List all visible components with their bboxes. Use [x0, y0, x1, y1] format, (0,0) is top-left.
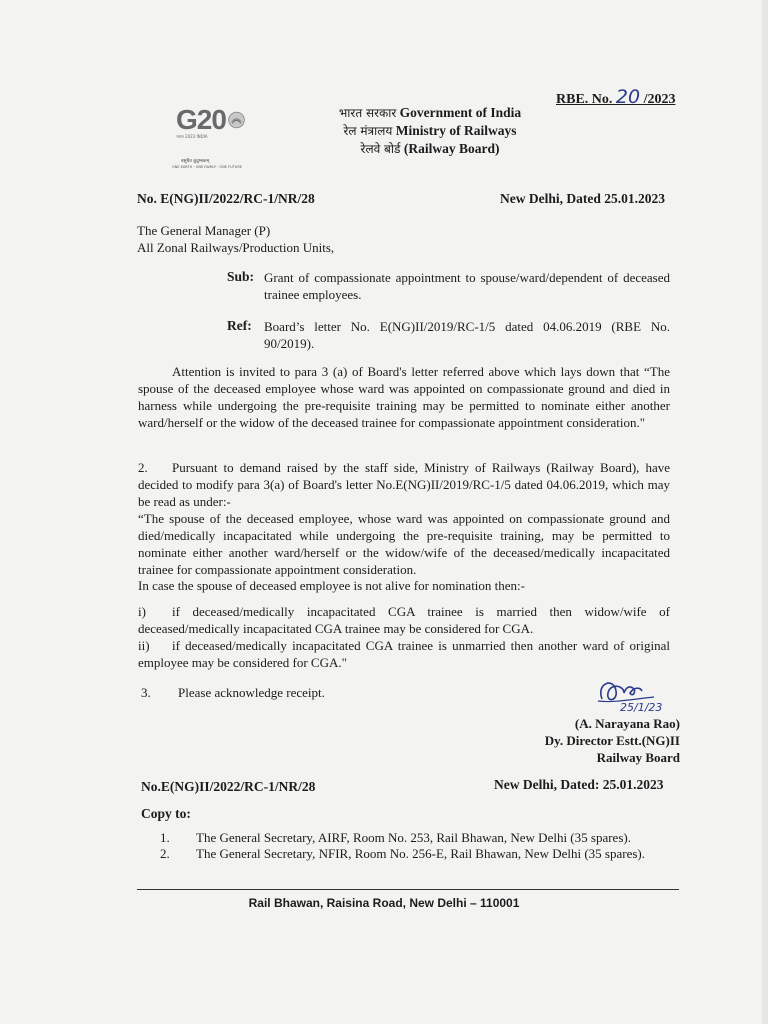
letter-date: New Delhi, Dated 25.01.2023 — [500, 191, 665, 206]
signatory-name: (A. Narayana Rao) — [574, 716, 680, 731]
rbe-prefix: RBE. No. — [556, 92, 616, 107]
header-board-english: (Railway Board) — [400, 141, 500, 156]
subject-text: Grant of compassionate appointment to spouse/ward/dependent of deceased trainee employees. — [264, 270, 670, 302]
footer-divider — [137, 889, 679, 890]
list-item-number: i) — [138, 604, 146, 619]
letter-number: No. E(NG)II/2022/RC-1/NR/28 — [137, 191, 315, 206]
copy-item-number: 1. — [160, 830, 170, 845]
list-item-number: ii) — [138, 638, 150, 653]
list-item-text: if deceased/medically incapacitated CGA trainee is unmarried then another ward of original employee may be considered for CGA." — [138, 638, 670, 670]
copy-list-item — [160, 829, 676, 846]
copy-letter-date: New Delhi, Dated: 25.01.2023 — [494, 777, 664, 792]
addressee-line-1: The General Manager (P) — [137, 223, 271, 238]
header-board-hindi: रेलवे बोर्ड — [360, 142, 401, 156]
signature-date-note: 25/1/23 — [620, 701, 663, 714]
letterhead — [300, 104, 560, 158]
footer-address: Rail Bhawan, Raisina Road, New Delhi – 110001 — [248, 896, 520, 910]
header-govt-english: Government of India — [396, 105, 522, 120]
paragraph-3 — [141, 684, 325, 701]
copy-item-number: 2. — [160, 846, 170, 861]
g20-logo-subtext: भारत 2023 INDIA — [176, 134, 208, 139]
reference-label: Ref: — [227, 318, 252, 333]
list-item — [138, 603, 670, 637]
copy-item-text: The General Secretary, AIRF, Room No. 253, Rail Bhawan, New Delhi (35 spares). — [196, 830, 631, 845]
signatory-office: Railway Board — [596, 750, 680, 765]
addressee-line-2: All Zonal Railways/Production Units, — [137, 240, 335, 255]
paragraph-1: Attention is invited to para 3 (a) of Board's letter referred above which lays down that “The spouse of the deceased employee whose ward was appointed on compassionate ground and died in harness while undergoing the pre-requisite training may be permitted to nominate either another ward/herself or the widow of the deceased trainee for compassionate appointment consideration." — [138, 364, 670, 430]
rbe-handwritten-number: 20 — [615, 86, 641, 108]
copy-to-heading: Copy to: — [141, 806, 191, 821]
page-edge — [762, 0, 768, 1024]
signature-block — [530, 715, 680, 766]
header-govt-hindi: भारत सरकार — [338, 106, 397, 120]
addressee — [137, 222, 334, 256]
signature-icon — [594, 673, 684, 715]
g20-motto-hindi: वसुधैव कुटुम्बकम् — [181, 159, 210, 164]
paragraph-2-text: Pursuant to demand raised by the staff side, Ministry of Railways (Railway Board), have decided to modify para 3(a) of Board's letter No.E(NG)II/2019/RC-1/5 dated 04.06.2019, which may be read as under:- — [138, 460, 670, 509]
list-item-text: if deceased/medically incapacitated CGA trainee is married then widow/wife of deceased/medically incapacitated CGA trainee may be considered for CGA. — [138, 604, 670, 636]
subject-label: Sub: — [227, 269, 255, 284]
lotus-globe-icon — [227, 109, 246, 131]
copy-item-text: The General Secretary, NFIR, Room No. 256-E, Rail Bhawan, New Delhi (35 spares). — [196, 846, 645, 861]
g20-motto-english: ONE EARTH · ONE FAMILY · ONE FUTURE — [172, 165, 242, 169]
paragraph-3-text: Please acknowledge receipt. — [178, 685, 325, 700]
reference-text: Board’s letter No. E(NG)II/2019/RC-1/5 dated 04.06.2019 (RBE No. 90/2019). — [264, 319, 670, 351]
g20-logo — [176, 104, 246, 140]
list-item — [138, 637, 670, 671]
header-ministry-english: Ministry of Railways — [392, 123, 517, 138]
header-ministry-hindi: रेल मंत्रालय — [343, 124, 393, 138]
paragraph-2-quote: “The spouse of the deceased employee, whose ward was appointed on compassionate ground and died/medically incapacitated while undergoing the pre-requisite training, may be permitted to nominate either another ward/herself or the widow/wife of the deceased/medically incapacitated trainee for compassionate appointment consideration. — [138, 511, 670, 577]
paragraph-2 — [138, 459, 670, 578]
copy-list-item — [160, 845, 676, 862]
paragraph-nomination: In case the spouse of deceased employee is not alive for nomination then:- — [138, 578, 525, 593]
rbe-suffix: /2023 — [640, 92, 676, 107]
rbe-number — [556, 86, 675, 108]
handwritten-signature — [594, 673, 684, 720]
signatory-designation: Dy. Director Estt.(NG)II — [544, 733, 680, 748]
paragraph-2-number: 2. — [138, 460, 148, 475]
g20-logo-text: G20 — [176, 104, 226, 135]
copy-letter-number: No.E(NG)II/2022/RC-1/NR/28 — [141, 779, 316, 794]
paragraph-3-number: 3. — [141, 685, 151, 700]
